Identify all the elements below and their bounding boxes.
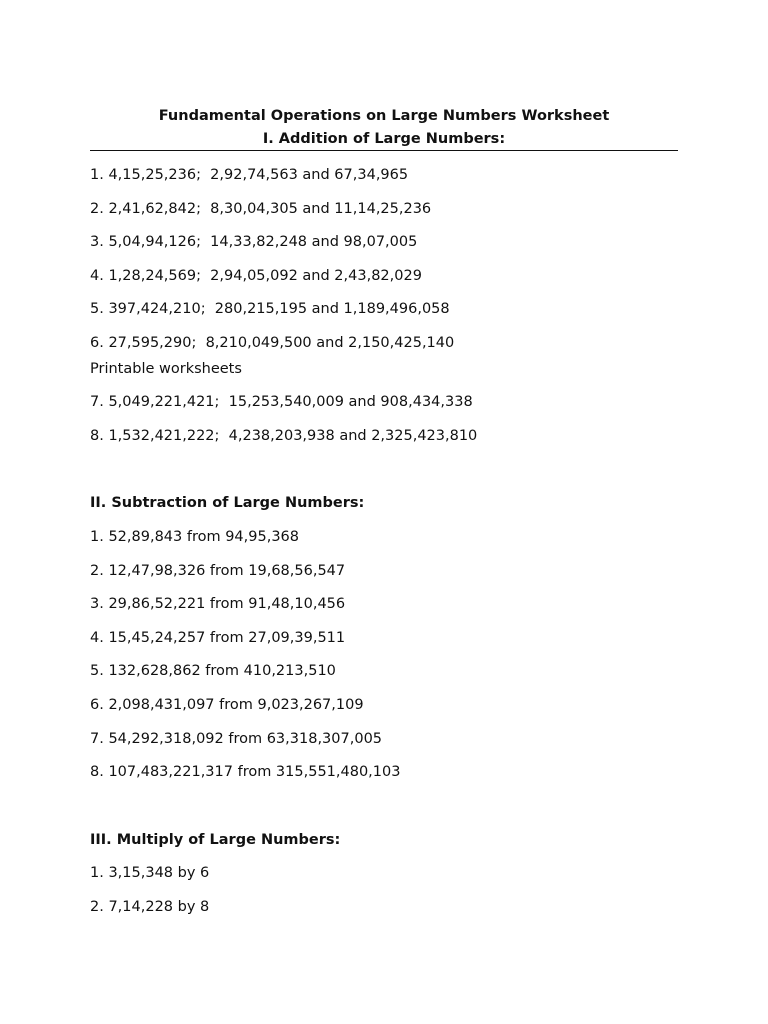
subtraction-item: 2. 12,47,98,326 from 19,68,56,547 [90,563,346,579]
subtraction-item: 5. 132,628,862 from 410,213,510 [90,663,336,679]
subtraction-item: 4. 15,45,24,257 from 27,09,39,511 [90,630,346,646]
multiplication-item: 1. 3,15,348 by 6 [90,865,210,881]
multiplication-heading: III. Multiply of Large Numbers: [90,832,341,848]
subtraction-item: 7. 54,292,318,092 from 63,318,307,005 [90,731,383,747]
subtraction-heading: II. Subtraction of Large Numbers: [90,495,365,511]
title-divider [90,150,678,151]
addition-item: 6. 27,595,290; 8,210,049,500 and 2,150,425,140 [90,335,455,351]
subtraction-item: 8. 107,483,221,317 from 315,551,480,103 [90,764,401,780]
addition-item: 2. 2,41,62,842; 8,30,04,305 and 11,14,25,236 [90,201,432,217]
worksheet-title: Fundamental Operations on Large Numbers Worksheet [158,108,610,124]
addition-item: 3. 5,04,94,126; 14,33,82,248 and 98,07,005 [90,234,418,250]
addition-item: 4. 1,28,24,569; 2,94,05,092 and 2,43,82,029 [90,268,422,284]
subtraction-item: 1. 52,89,843 from 94,95,368 [90,529,299,545]
addition-item: 1. 4,15,25,236; 2,92,74,563 and 67,34,965 [90,167,409,183]
addition-heading: I. Addition of Large Numbers: [262,131,506,147]
printable-worksheets-note: Printable worksheets [90,361,242,377]
addition-item: 7. 5,049,221,421; 15,253,540,009 and 908,434,338 [90,394,473,410]
subtraction-item: 6. 2,098,431,097 from 9,023,267,109 [90,697,364,713]
addition-item: 8. 1,532,421,222; 4,238,203,938 and 2,325,423,810 [90,428,478,444]
subtraction-item: 3. 29,86,52,221 from 91,48,10,456 [90,596,346,612]
addition-item: 5. 397,424,210; 280,215,195 and 1,189,496,058 [90,301,450,317]
multiplication-item: 2. 7,14,228 by 8 [90,899,210,915]
